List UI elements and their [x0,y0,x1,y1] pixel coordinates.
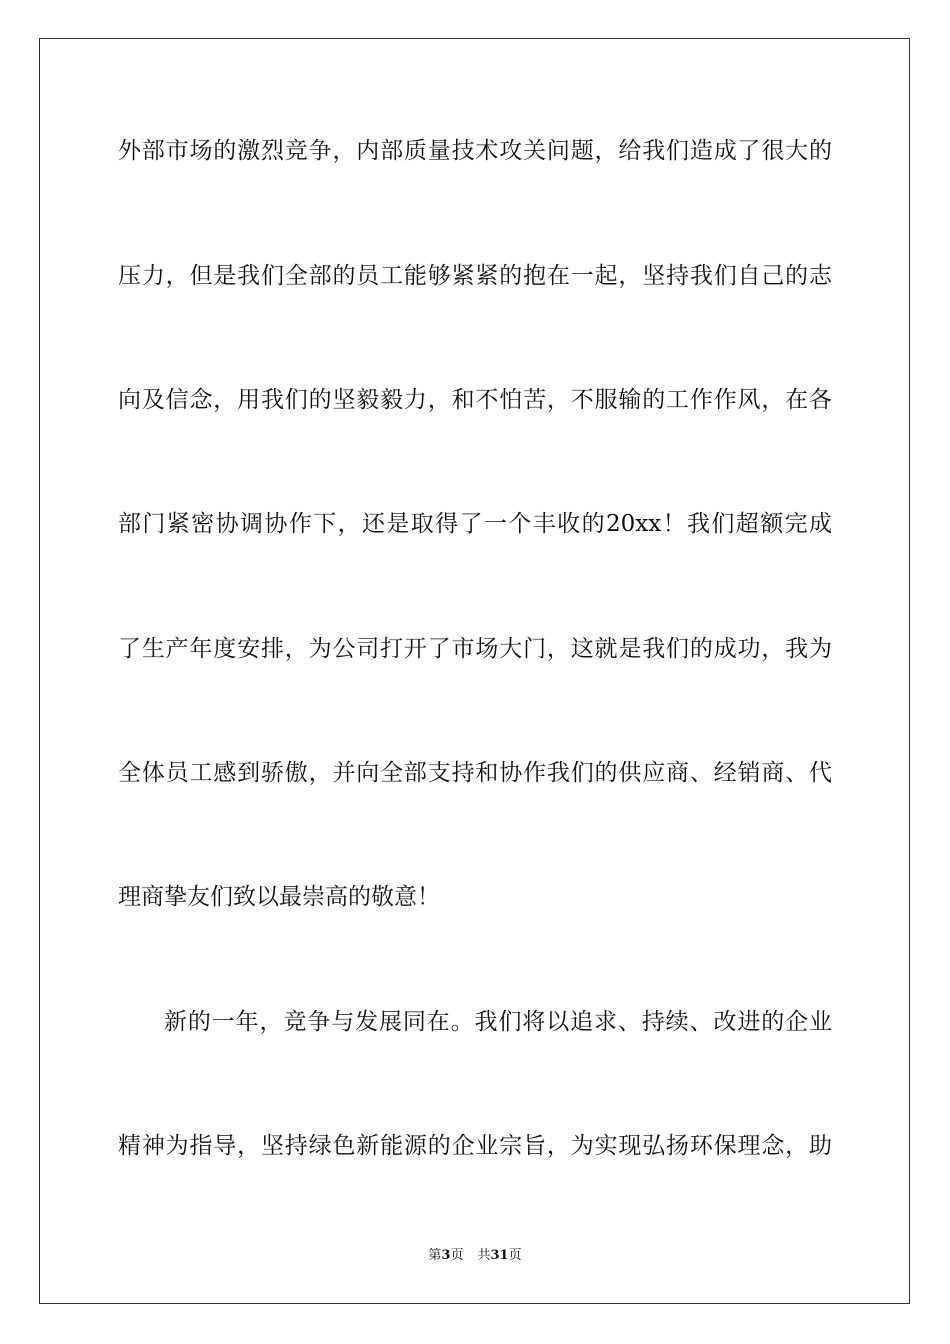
body-line-7: 理商挚友们致以最崇高的敬意！ [118,884,440,910]
total-pages: 31 [490,1248,509,1263]
total-prefix: 共 [477,1248,491,1263]
body-line-6: 全体员工感到骄傲，并向全部支持和协作我们的供应商、经销商、代 [118,760,832,786]
body-line-3: 向及信念，用我们的坚毅毅力，和不怕苦，不服输的工作作风，在各 [118,387,832,413]
paragraph-2-line-1: 新的一年，竞争与发展同在。我们将以追求、持续、改进的企业 [164,1009,832,1035]
body-line-4: 部门紧密协调协作下，还是取得了一个丰收的20xx！我们超额完成 [118,511,832,537]
page-number: 3 [441,1248,451,1263]
body-line-5: 了生产年度安排，为公司打开了市场大门，这就是我们的成功，我为 [118,636,832,662]
total-suffix: 页 [508,1248,522,1263]
page-prefix: 第 [428,1248,442,1263]
paragraph-2-line-2: 精神为指导，坚持绿色新能源的企业宗旨，为实现弘扬环保理念，助 [118,1133,832,1159]
page-border [39,38,910,1304]
body-line-2: 压力，但是我们全部的员工能够紧紧的抱在一起，坚持我们自己的志 [118,263,832,289]
body-line-1: 外部市场的激烈竞争，内部质量技术攻关问题，给我们造成了很大的 [118,138,832,164]
page-footer [0,1247,950,1265]
page-suffix: 页 [450,1248,464,1263]
